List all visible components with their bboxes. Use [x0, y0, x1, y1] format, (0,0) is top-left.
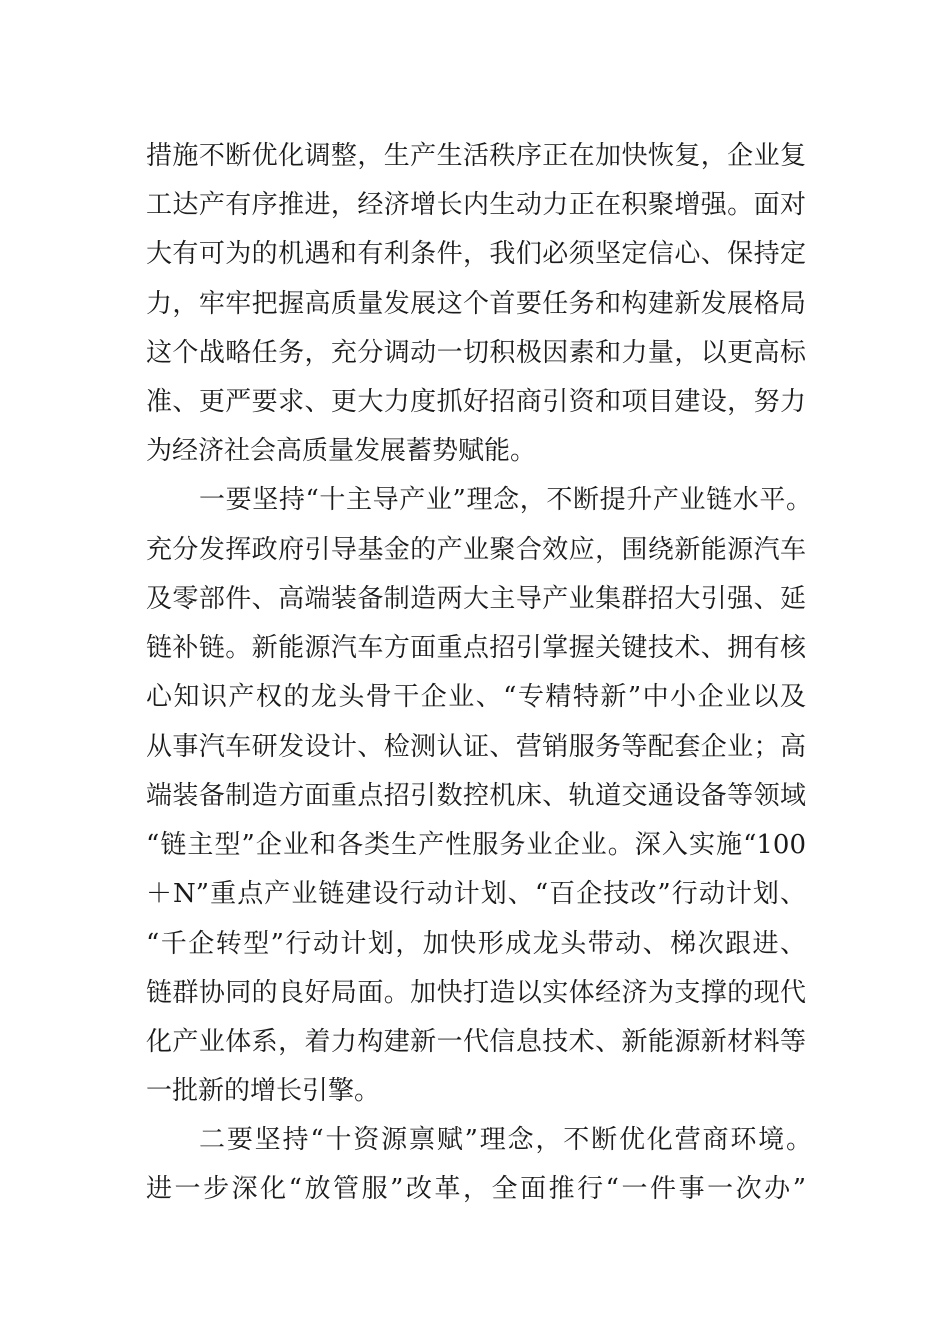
body-text-line: 工达产有序推进，经济增长内生动力正在积聚增强。面对: [146, 190, 806, 220]
body-text-line: 心知识产权的龙头骨干企业、“专精特新”中小企业以及: [146, 682, 806, 712]
body-text-line: 进一步深化“放管服”改革，全面推行“一件事一次办”: [146, 1174, 806, 1204]
body-text-line: 端装备制造方面重点招引数控机床、轨道交通设备等领域: [146, 781, 806, 811]
body-text-line: 一批新的增长引擎。: [146, 1076, 381, 1106]
body-text-line: ＋N”重点产业链建设行动计划、“百企技改”行动计划、: [146, 879, 806, 909]
body-text-line: 大有可为的机遇和有利条件，我们必须坚定信心、保持定: [146, 239, 806, 269]
body-text-line: 措施不断优化调整，生产生活秩序正在加快恢复，企业复: [146, 141, 806, 171]
body-text-line: 化产业体系，着力构建新一代信息技术、新能源新材料等: [146, 1027, 806, 1057]
body-text-line: 准、更严要求、更大力度抓好招商引资和项目建设，努力: [146, 387, 806, 417]
body-text-line: 充分发挥政府引导基金的产业聚合效应，围绕新能源汽车: [146, 535, 806, 565]
body-text-line: 从事汽车研发设计、检测认证、营销服务等配套企业；高: [146, 732, 806, 762]
body-text-line: 这个战略任务，充分调动一切积极因素和力量，以更高标: [146, 338, 806, 368]
body-text-line: “千企转型”行动计划，加快形成龙头带动、梯次跟进、: [146, 929, 806, 959]
body-text-line: “链主型”企业和各类生产性服务业企业。深入实施“100: [146, 830, 806, 860]
paragraph-heading-line: 二要坚持“十资源禀赋”理念，不断优化营商环境。: [199, 1125, 812, 1155]
body-text-line: 及零部件、高端装备制造两大主导产业集群招大引强、延: [146, 584, 806, 614]
body-text-line: 链群协同的良好局面。加快打造以实体经济为支撑的现代: [146, 978, 806, 1008]
body-text-line: 链补链。新能源汽车方面重点招引掌握关键技术、拥有核: [146, 633, 806, 663]
body-text-line: 力，牢牢把握高质量发展这个首要任务和构建新发展格局: [146, 289, 806, 319]
body-text-line: 为经济社会高质量发展蓄势赋能。: [146, 436, 537, 466]
paragraph-heading-line: 一要坚持“十主导产业”理念，不断提升产业链水平。: [199, 485, 812, 515]
